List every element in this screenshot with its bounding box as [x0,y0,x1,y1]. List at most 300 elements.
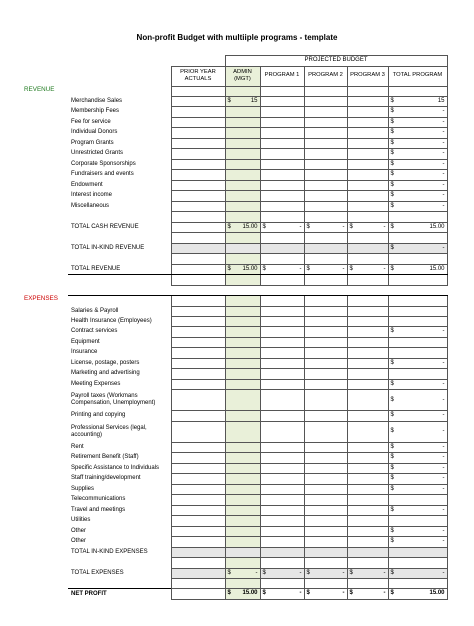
prior-year-cell[interactable] [171,390,225,411]
program1-cell[interactable] [260,306,304,316]
program3-cell[interactable] [347,421,388,442]
prior-year-cell[interactable] [171,495,225,505]
dollar-sign: $ [390,412,394,419]
prior-year-cell[interactable] [171,243,225,254]
total-program-cell[interactable] [388,327,447,338]
dollar-sign: $ [390,223,394,230]
amount: - [442,139,445,146]
program1-header: PROGRAM 1 [260,66,304,86]
program3-cell[interactable] [347,547,388,557]
spacer-cell [225,579,260,589]
program2-cell[interactable] [304,453,347,464]
program2-cell[interactable] [304,96,347,107]
prior-year-cell[interactable] [171,159,225,170]
dollar-sign: $ [306,590,310,597]
program2-cell[interactable] [304,128,347,139]
program3-cell[interactable] [347,107,388,118]
prior-year-cell[interactable] [171,547,225,557]
admin-cell[interactable] [225,516,260,526]
prior-year-cell[interactable] [171,149,225,160]
admin-cell[interactable] [225,589,260,600]
total-program-cell[interactable] [388,138,447,149]
program2-cell[interactable] [304,170,347,181]
budget-table-container [68,55,448,600]
program2-cell[interactable] [304,390,347,411]
program1-cell[interactable] [260,547,304,557]
amount: - [442,428,445,434]
admin-cell[interactable] [225,369,260,379]
program2-cell[interactable] [304,191,347,202]
spacer-cell [388,558,447,568]
total-program-cell[interactable] [388,264,447,275]
total-program-cell[interactable] [388,180,447,191]
admin-cell[interactable] [225,537,260,548]
dollar-sign: $ [390,244,394,251]
program2-cell[interactable] [304,149,347,160]
total-program-cell[interactable] [388,379,447,390]
admin-cell[interactable] [225,128,260,139]
dollar-sign: $ [390,108,394,115]
program1-cell[interactable] [260,191,304,202]
amount: - [383,265,386,272]
program2-cell[interactable] [304,138,347,149]
program3-cell[interactable] [347,516,388,526]
net-profit-row [68,589,447,600]
prior-year-cell[interactable] [171,369,225,379]
program2-cell[interactable] [304,306,347,316]
total-program-header: TOTAL PROGRAM [388,66,447,86]
program2-cell[interactable] [304,505,347,516]
admin-cell[interactable] [225,327,260,338]
program3-cell[interactable] [347,537,388,548]
total-program-cell[interactable] [388,453,447,464]
program2-cell[interactable] [304,516,347,526]
admin-cell[interactable] [225,547,260,557]
admin-cell[interactable] [225,505,260,516]
program1-cell[interactable] [260,358,304,369]
expense-row [68,474,447,485]
row-label: Travel and meetings [71,506,126,513]
prior-year-cell[interactable] [171,170,225,181]
total-program-cell[interactable] [388,537,447,548]
program1-cell[interactable] [260,348,304,358]
prior-year-cell[interactable] [171,589,225,600]
program3-cell[interactable] [347,358,388,369]
program2-cell[interactable] [304,201,347,212]
row-label: Fee for service [71,118,111,125]
program2-cell[interactable] [304,474,347,485]
dollar-sign: $ [390,538,394,545]
program2-cell[interactable] [304,222,347,233]
program1-cell[interactable] [260,159,304,170]
program3-cell[interactable] [347,474,388,485]
program2-cell[interactable] [304,317,347,327]
total-program-cell[interactable] [388,117,447,128]
program3-cell[interactable] [347,463,388,474]
program1-cell[interactable] [260,170,304,181]
admin-cell[interactable] [225,453,260,464]
prior-year-cell[interactable] [171,442,225,453]
admin-cell[interactable] [225,421,260,442]
total-program-cell[interactable] [388,411,447,422]
program3-cell[interactable] [347,128,388,139]
dollar-sign: $ [306,223,310,230]
dollar-sign: $ [390,569,394,576]
prior-year-cell[interactable] [171,453,225,464]
program1-cell[interactable] [260,138,304,149]
program1-cell[interactable] [260,96,304,107]
spacer-cell [171,275,225,285]
program2-cell[interactable] [304,327,347,338]
total-program-cell[interactable] [388,442,447,453]
program1-cell[interactable] [260,317,304,327]
dollar-sign: $ [390,129,394,136]
program1-cell[interactable] [260,516,304,526]
program2-cell[interactable] [304,442,347,453]
program3-cell[interactable] [347,170,388,181]
program2-cell[interactable] [304,568,347,579]
dollar-sign: $ [390,475,394,482]
row-label: Equipment [71,338,100,345]
admin-cell[interactable] [225,568,260,579]
expense-row [68,379,447,390]
prior-year-cell[interactable] [171,128,225,139]
admin-cell[interactable] [225,159,260,170]
program3-cell[interactable] [347,243,388,254]
row-label: Contract services [71,328,118,335]
row-label: Corporate Sponsorships [71,160,136,167]
program1-cell[interactable] [260,421,304,442]
amount: - [442,160,445,167]
program1-cell[interactable] [260,337,304,347]
total-program-cell[interactable] [388,317,447,327]
program2-cell[interactable] [304,264,347,275]
program3-cell[interactable] [347,526,388,537]
admin-cell[interactable] [225,337,260,347]
program1-cell[interactable] [260,180,304,191]
program2-cell[interactable] [304,411,347,422]
total-program-cell[interactable] [388,128,447,139]
program1-cell[interactable] [260,201,304,212]
total-expenses-row [68,568,447,579]
program1-cell[interactable] [260,537,304,548]
program1-cell[interactable] [260,327,304,338]
spacer-row [68,254,447,264]
admin-cell[interactable] [225,170,260,181]
total-program-cell[interactable] [388,421,447,442]
dollar-sign: $ [262,590,266,597]
amount: - [442,569,445,576]
program2-cell[interactable] [304,117,347,128]
program1-cell[interactable] [260,379,304,390]
admin-cell[interactable] [225,317,260,327]
program2-cell[interactable] [304,159,347,170]
program3-cell[interactable] [347,348,388,358]
admin-cell[interactable] [225,264,260,275]
program3-cell[interactable] [347,505,388,516]
projected-budget-header: PROJECTED BUDGET [225,56,447,67]
program2-cell[interactable] [304,421,347,442]
row-label: License, postage, posters [71,359,140,366]
program1-cell[interactable] [260,589,304,600]
program1-cell[interactable] [260,222,304,233]
total-program-cell[interactable] [388,505,447,516]
spacer-cell [68,579,171,589]
spacer-cell [171,296,225,306]
spacer-cell [347,296,388,306]
program2-cell[interactable] [304,369,347,379]
prior-year-cell[interactable] [171,317,225,327]
amount: - [442,192,445,199]
program3-cell[interactable] [347,96,388,107]
total-program-cell[interactable] [388,191,447,202]
program1-cell[interactable] [260,117,304,128]
program3-cell[interactable] [347,589,388,600]
program3-cell[interactable] [347,159,388,170]
program3-cell[interactable] [347,337,388,347]
spacer-row [68,296,447,306]
program2-cell[interactable] [304,547,347,557]
spacer-row [68,86,447,96]
total-program-cell[interactable] [388,369,447,379]
total-program-cell[interactable] [388,390,447,411]
program3-cell[interactable] [347,317,388,327]
dollar-sign: $ [390,202,394,209]
program1-cell[interactable] [260,390,304,411]
dollar-sign: $ [262,569,266,576]
admin-cell[interactable] [225,243,260,254]
admin-cell[interactable] [225,348,260,358]
program2-cell[interactable] [304,337,347,347]
total-program-cell[interactable] [388,306,447,316]
program2-cell[interactable] [304,589,347,600]
total-program-cell[interactable] [388,170,447,181]
prior-year-cell[interactable] [171,337,225,347]
prior-year-cell[interactable] [171,537,225,548]
prior-year-cell[interactable] [171,526,225,537]
expense-row [68,421,447,442]
program1-cell[interactable] [260,264,304,275]
amount: 15 [250,97,258,104]
prior-year-cell[interactable] [171,191,225,202]
total-program-cell[interactable] [388,484,447,495]
total-program-cell[interactable] [388,589,447,600]
prior-year-cell[interactable] [171,421,225,442]
admin-cell[interactable] [225,107,260,118]
total-program-cell[interactable] [388,337,447,347]
prior-year-cell[interactable] [171,348,225,358]
prior-year-cell[interactable] [171,484,225,495]
program3-cell[interactable] [347,484,388,495]
prior-year-cell[interactable] [171,107,225,118]
prior-year-cell[interactable] [171,96,225,107]
program1-cell[interactable] [260,107,304,118]
admin-cell[interactable] [225,222,260,233]
revenue-row [68,128,447,139]
admin-cell[interactable] [225,191,260,202]
admin-cell[interactable] [225,180,260,191]
expense-row [68,411,447,422]
program1-cell[interactable] [260,526,304,537]
admin-cell[interactable] [225,484,260,495]
admin-cell[interactable] [225,138,260,149]
prior-year-cell[interactable] [171,201,225,212]
program2-cell[interactable] [304,243,347,254]
program2-cell[interactable] [304,495,347,505]
program3-cell[interactable] [347,180,388,191]
program2-cell[interactable] [304,107,347,118]
admin-cell[interactable] [225,442,260,453]
program3-cell[interactable] [347,390,388,411]
amount: 15.00 [242,590,258,597]
row-label: Payroll taxes (Workmans Compensation, Unemployment) [71,393,156,407]
total-program-cell[interactable] [388,243,447,254]
program2-cell[interactable] [304,526,347,537]
row-label: Meeting Expenses [71,380,121,387]
program2-cell[interactable] [304,379,347,390]
amount: - [383,223,386,230]
program1-cell[interactable] [260,243,304,254]
program1-cell[interactable] [260,474,304,485]
program2-cell[interactable] [304,358,347,369]
prior-year-cell[interactable] [171,505,225,516]
expenses-section-label: EXPENSES [24,295,58,302]
total-program-cell[interactable] [388,107,447,118]
program1-cell[interactable] [260,411,304,422]
spacer-cell [260,579,304,589]
total-program-cell[interactable] [388,96,447,107]
program3-cell[interactable] [347,327,388,338]
admin-cell[interactable] [225,526,260,537]
program2-cell[interactable] [304,537,347,548]
prior-year-cell[interactable] [171,264,225,275]
spacer-cell [68,275,171,285]
expense-row [68,306,447,316]
dollar-sign: $ [349,590,353,597]
total-program-cell[interactable] [388,547,447,557]
program3-cell[interactable] [347,117,388,128]
total-program-cell[interactable] [388,516,447,526]
spacer-cell [68,86,171,96]
total-program-cell[interactable] [388,463,447,474]
program1-cell[interactable] [260,463,304,474]
admin-cell[interactable] [225,411,260,422]
dollar-sign: $ [390,454,394,461]
total-program-cell[interactable] [388,201,447,212]
prior-year-cell[interactable] [171,463,225,474]
program2-cell[interactable] [304,180,347,191]
program3-cell[interactable] [347,568,388,579]
total-program-cell[interactable] [388,222,447,233]
prior-year-cell[interactable] [171,306,225,316]
spacer-cell [388,212,447,222]
admin-cell[interactable] [225,306,260,316]
program3-cell[interactable] [347,306,388,316]
prior-year-cell[interactable] [171,411,225,422]
program3-cell[interactable] [347,495,388,505]
program1-cell[interactable] [260,568,304,579]
program1-cell[interactable] [260,495,304,505]
admin-cell[interactable] [225,201,260,212]
prior-year-cell[interactable] [171,379,225,390]
row-label: Interest income [71,192,113,199]
prior-year-cell[interactable] [171,180,225,191]
program3-cell[interactable] [347,379,388,390]
program3-cell[interactable] [347,369,388,379]
expense-row [68,495,447,505]
admin-cell[interactable] [225,96,260,107]
total-program-cell[interactable] [388,159,447,170]
dollar-sign: $ [390,380,394,387]
program1-cell[interactable] [260,484,304,495]
admin-cell[interactable] [225,149,260,160]
row-label: Supplies [71,485,95,492]
program3-cell[interactable] [347,442,388,453]
total-program-cell[interactable] [388,149,447,160]
prior-year-cell[interactable] [171,568,225,579]
program3-cell[interactable] [347,201,388,212]
program3-cell[interactable] [347,453,388,464]
program3-cell[interactable] [347,222,388,233]
prior-year-cell[interactable] [171,327,225,338]
amount: - [342,223,345,230]
total-program-cell[interactable] [388,348,447,358]
spacer-cell [68,233,171,243]
admin-cell[interactable] [225,463,260,474]
admin-cell[interactable] [225,117,260,128]
row-label: Endowment [71,181,103,188]
total-program-cell[interactable] [388,568,447,579]
dollar-sign: $ [262,223,266,230]
prior-year-cell[interactable] [171,222,225,233]
total-program-cell[interactable] [388,474,447,485]
admin-cell[interactable] [225,390,260,411]
admin-cell[interactable] [225,379,260,390]
admin-cell[interactable] [225,358,260,369]
program2-cell[interactable] [304,484,347,495]
admin-cell[interactable] [225,495,260,505]
program2-cell[interactable] [304,348,347,358]
program1-cell[interactable] [260,128,304,139]
spacer-cell [171,212,225,222]
total-program-cell[interactable] [388,526,447,537]
spacer-cell [347,86,388,96]
program1-cell[interactable] [260,442,304,453]
total-program-cell[interactable] [388,495,447,505]
program3-cell[interactable] [347,149,388,160]
prior-year-cell[interactable] [171,117,225,128]
program3-cell[interactable] [347,411,388,422]
prior-year-cell[interactable] [171,358,225,369]
program3-cell[interactable] [347,264,388,275]
expense-row [68,484,447,495]
program3-cell[interactable] [347,138,388,149]
dollar-sign: $ [262,265,266,272]
program3-cell[interactable] [347,191,388,202]
total-program-cell[interactable] [388,358,447,369]
prior-year-cell[interactable] [171,474,225,485]
program1-cell[interactable] [260,453,304,464]
program2-cell[interactable] [304,463,347,474]
amount: - [383,569,386,576]
admin-cell[interactable] [225,474,260,485]
program1-cell[interactable] [260,149,304,160]
program1-cell[interactable] [260,369,304,379]
prior-year-cell[interactable] [171,138,225,149]
program1-cell[interactable] [260,505,304,516]
prior-year-cell[interactable] [171,516,225,526]
row-label: Program Grants [71,139,114,146]
